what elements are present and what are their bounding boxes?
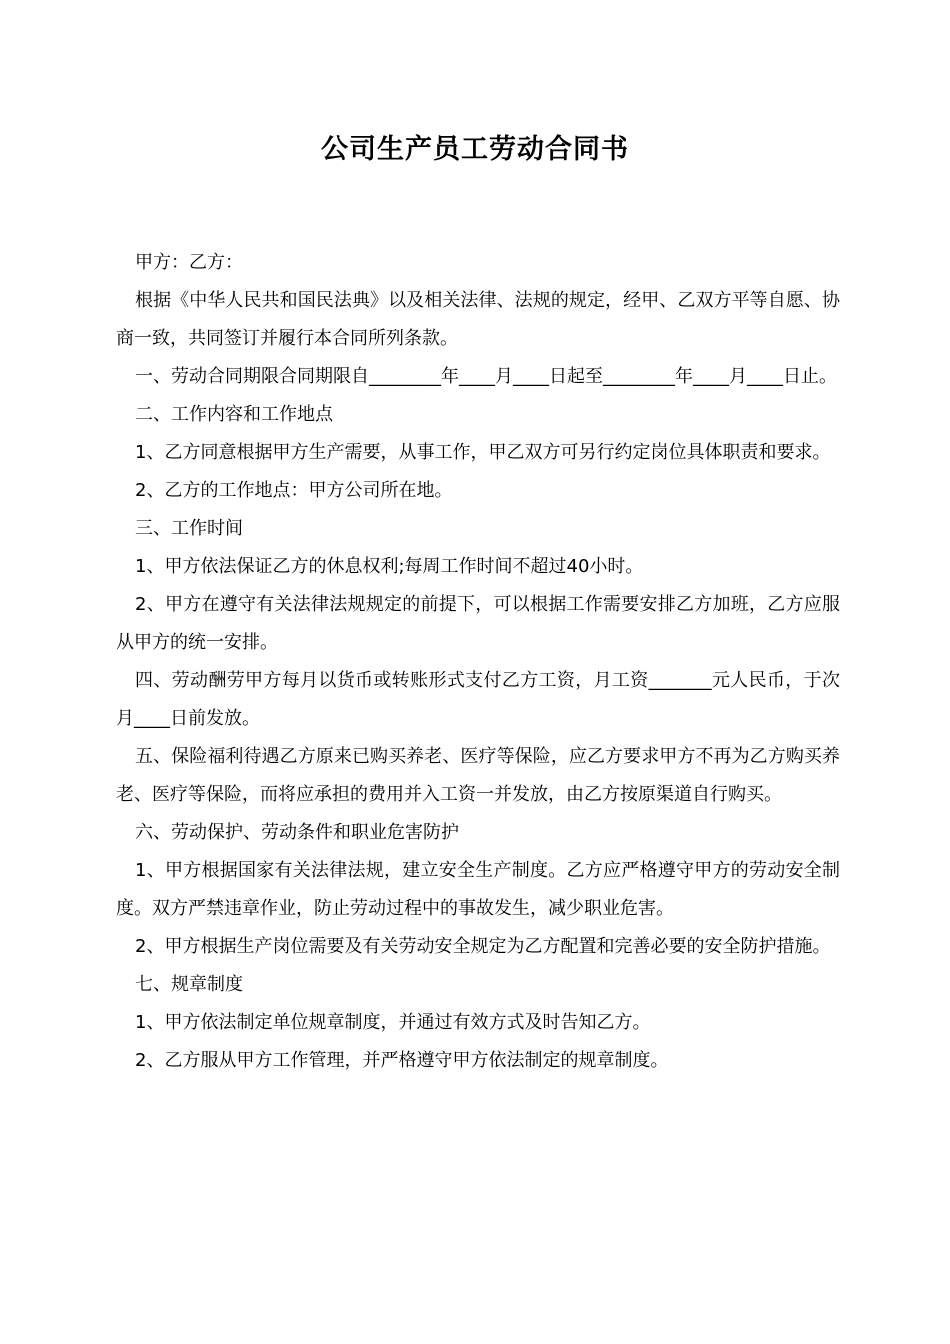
section-heading-work-content: 二、工作内容和工作地点 bbox=[135, 404, 333, 425]
document-title: 公司生产员工劳动合同书 bbox=[321, 134, 629, 165]
wage-paragraph: 四、劳动酬劳甲方每月以货币或转账形式支付乙方工资，月工资_______元人民币，于次月____日前发放。 bbox=[116, 670, 840, 729]
section-heading-rules: 七、规章制度 bbox=[135, 974, 243, 995]
clause-paragraph: 1、乙方同意根据甲方生产需要，从事工作，甲乙双方可另行约定岗位具体职责和要求。 bbox=[135, 442, 831, 463]
party-line: 甲方：乙方： bbox=[135, 252, 243, 273]
contract-term-paragraph: 一、劳动合同期限合同期限自________年____月____日起至________年____月____日止。 bbox=[135, 366, 837, 387]
preamble-paragraph: 根据《中华人民共和国民法典》以及相关法律、法规的规定，经甲、乙双方平等自愿、协商一致，共同签订并履行本合同所列条款。 bbox=[116, 290, 840, 349]
clause-paragraph: 1、甲方依法制定单位规章制度，并通过有效方式及时告知乙方。 bbox=[135, 1012, 651, 1033]
clause-paragraph: 2、乙方的工作地点：甲方公司所在地。 bbox=[135, 480, 453, 501]
clause-paragraph: 2、甲方在遵守有关法律法规规定的前提下，可以根据工作需要安排乙方加班，乙方应服从甲方的统一安排。 bbox=[116, 594, 840, 653]
clause-paragraph: 1、甲方根据国家有关法律法规，建立安全生产制度。乙方应严格遵守甲方的劳动安全制度。双方严禁违章作业，防止劳动过程中的事故发生，减少职业危害。 bbox=[116, 860, 840, 919]
section-heading-labor-protection: 六、劳动保护、劳动条件和职业危害防护 bbox=[135, 822, 459, 843]
clause-paragraph: 2、甲方根据生产岗位需要及有关劳动安全规定为乙方配置和完善必要的安全防护措施。 bbox=[135, 936, 831, 957]
clause-paragraph: 2、乙方服从甲方工作管理，并严格遵守甲方依法制定的规章制度。 bbox=[135, 1050, 669, 1071]
section-heading-work-time: 三、工作时间 bbox=[135, 518, 243, 539]
insurance-paragraph: 五、保险福利待遇乙方原来已购买养老、医疗等保险，应乙方要求甲方不再为乙方购买养老、医疗等保险，而将应承担的费用并入工资一并发放，由乙方按原渠道自行购买。 bbox=[116, 746, 840, 805]
clause-paragraph: 1、甲方依法保证乙方的休息权利;每周工作时间不超过40小时。 bbox=[135, 556, 644, 577]
document-body bbox=[116, 244, 840, 1080]
